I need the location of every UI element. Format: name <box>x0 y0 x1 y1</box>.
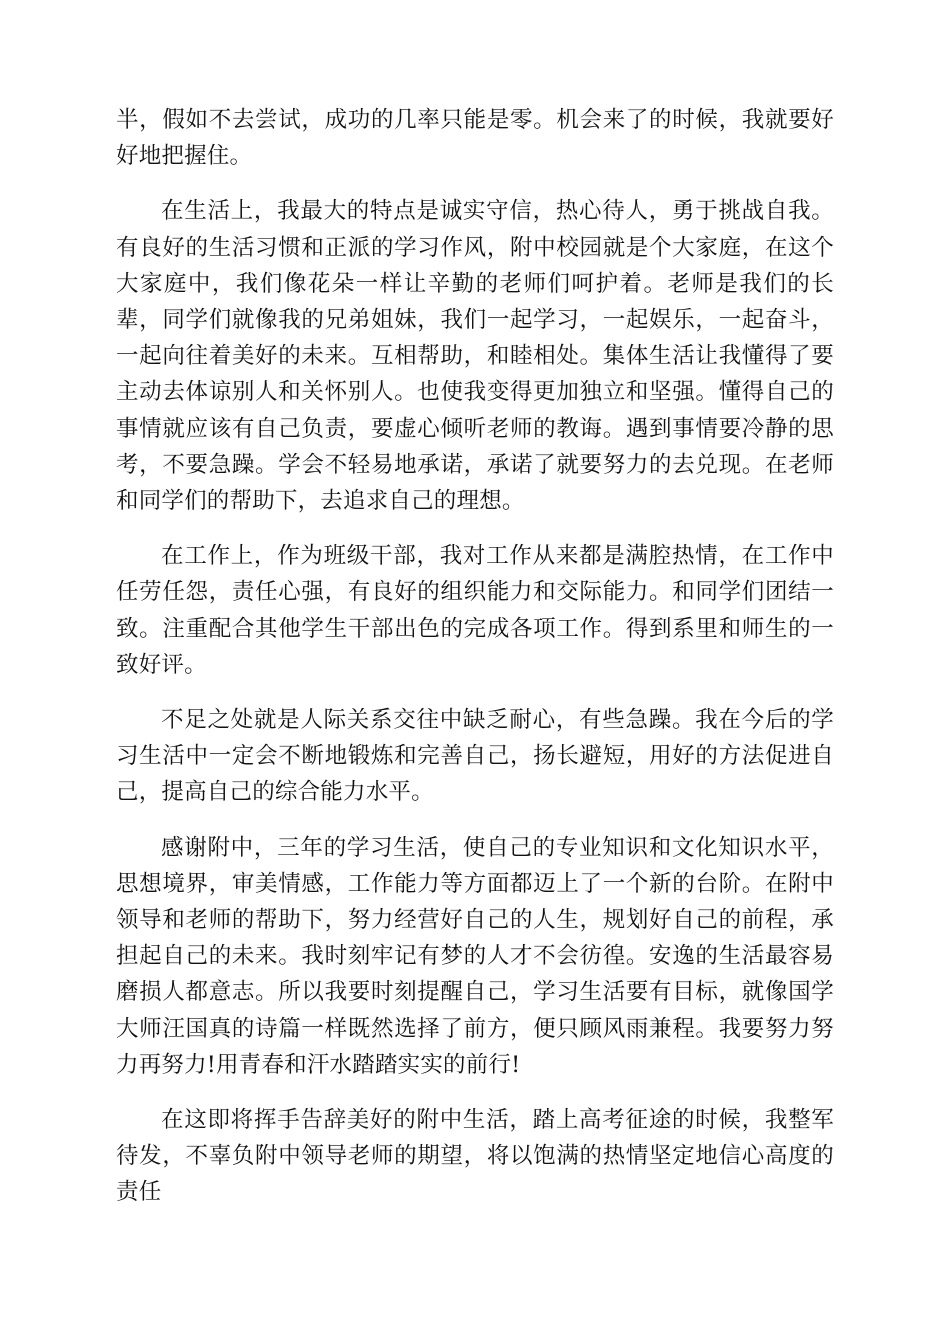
paragraph-4: 不足之处就是人际关系交往中缺乏耐心，有些急躁。我在今后的学习生活中一定会不断地锻炼和完善自己，扬长避短，用好的方法促进自己，提高自己的综合能力水平。 <box>116 707 834 806</box>
paragraph-1: 半，假如不去尝试，成功的几率只能是零。机会来了的时候，我就要好好地把握住。 <box>116 107 834 170</box>
paragraph-6: 在这即将挥手告辞美好的附中生活，踏上高考征途的时候，我整军待发，不辜负附中领导老师的期望，将以饱满的热情坚定地信心高度的责任 <box>116 1107 834 1206</box>
paragraph-2: 在生活上，我最大的特点是诚实守信，热心待人，勇于挑战自我。有良好的生活习惯和正派的学习作风，附中校园就是个大家庭，在这个大家庭中，我们像花朵一样让辛勤的老师们呵护着。老师是我们的长辈，同学们就像我的兄弟姐妹，我们一起学习，一起娱乐，一起奋斗，一起向往着美好的未来。互相帮助，和睦相处。集体生活让我懂得了要主动去体谅别人和关怀别人。也使我变得更加独立和坚强。懂得自己的事情就应该有自己负责，要虚心倾听老师的教诲。遇到事情要冷静的思考，不要急躁。学会不轻易地承诺，承诺了就要努力的去兑现。在老师和同学们的帮助下，去追求自己的理想。 <box>116 198 834 515</box>
paragraph-3: 在工作上，作为班级干部，我对工作从来都是满腔热情，在工作中任劳任怨，责任心强，有良好的组织能力和交际能力。和同学们团结一致。注重配合其他学生干部出色的完成各项工作。得到系里和师生的一致好评。 <box>116 543 834 678</box>
document-page <box>116 102 834 1230</box>
paragraph-5: 感谢附中，三年的学习生活，使自己的专业知识和文化知识水平，思想境界，审美情感，工作能力等方面都迈上了一个新的台阶。在附中领导和老师的帮助下，努力经营好自己的人生，规划好自己的前程，承担起自己的未来。我时刻牢记有梦的人才不会彷徨。安逸的生活最容易磨损人都意志。所以我要时刻提醒自己，学习生活要有目标，就像国学大师汪国真的诗篇一样既然选择了前方，便只顾风雨兼程。我要努力努力再努力!用青春和汗水踏踏实实的前行! <box>116 834 834 1078</box>
